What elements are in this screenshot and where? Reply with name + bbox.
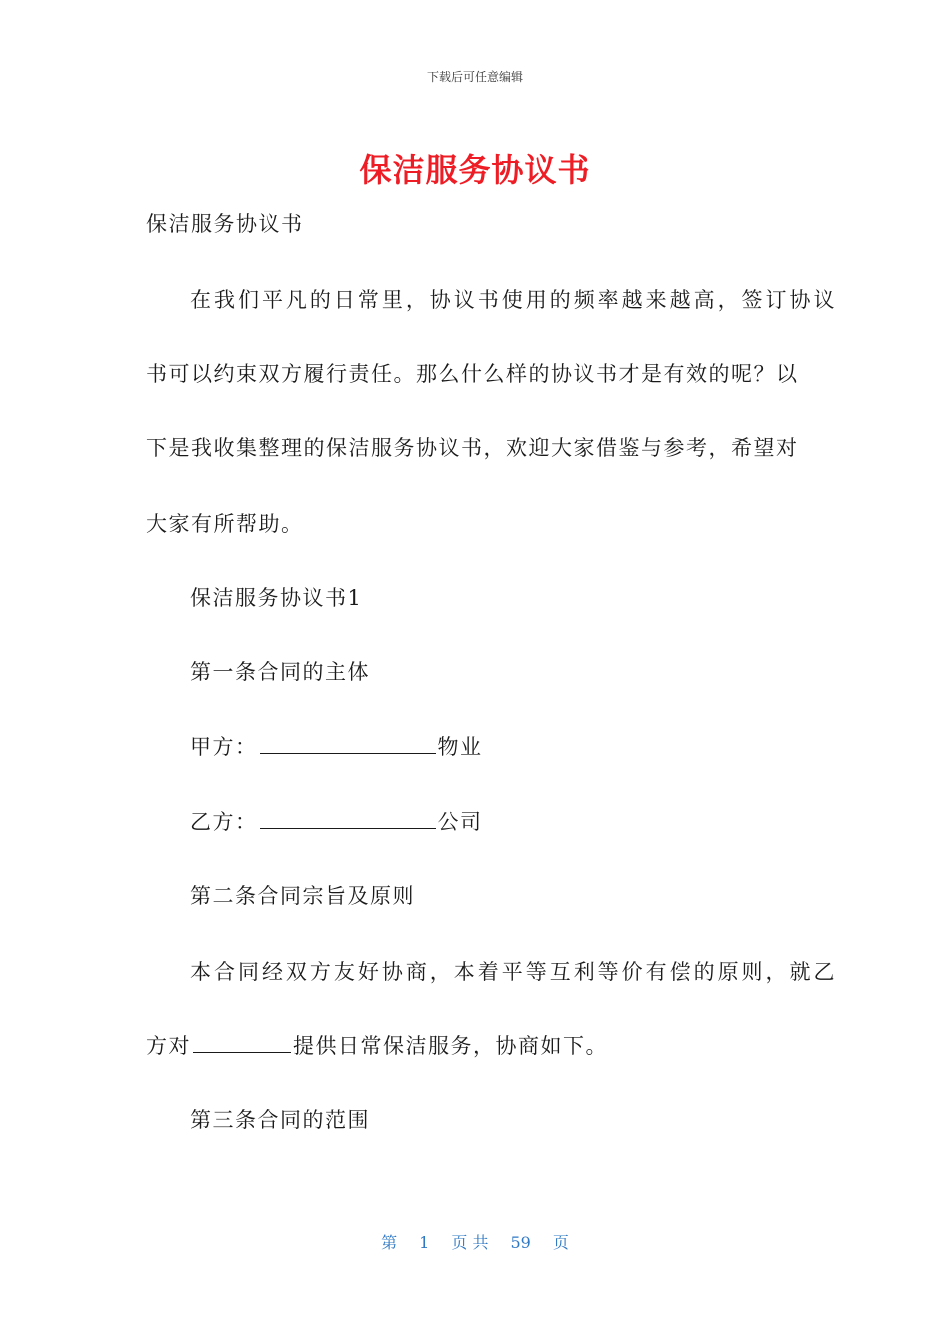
intro-line-4: 大家有所帮助。 <box>146 512 304 536</box>
article-1-heading: 第一条合同的主体 <box>190 660 370 684</box>
document-subtitle: 保洁服务协议书 <box>146 212 304 236</box>
party-b-label: 乙方： <box>190 810 258 834</box>
article-2-blank <box>193 1032 291 1053</box>
intro-line-3: 下是我收集整理的保洁服务协议书，欢迎大家借鉴与参考，希望对 <box>146 436 799 460</box>
article-2-line-2 <box>146 1030 806 1060</box>
article-3-heading: 第三条合同的范围 <box>190 1108 370 1132</box>
party-a-suffix: 物业 <box>437 735 483 759</box>
footer-total-pages: 59 <box>510 1233 531 1252</box>
party-b-suffix: 公司 <box>437 810 483 834</box>
document-title: 保洁服务协议书 <box>359 151 591 189</box>
footer-page-mid: 页 共 <box>451 1233 489 1252</box>
article-2-heading: 第二条合同宗旨及原则 <box>190 884 415 908</box>
article-2-line-2-suffix: 提供日常保洁服务，协商如下。 <box>293 1034 608 1058</box>
party-a-label: 甲方： <box>190 735 258 759</box>
party-a-blank <box>260 733 436 754</box>
footer-page-label: 第 <box>381 1233 398 1252</box>
page-footer <box>0 1230 950 1253</box>
intro-line-2: 书可以约束双方履行责任。那么什么样的协议书才是有效的呢？以 <box>146 362 799 386</box>
article-2-line-1: 本合同经双方友好协商，本着平等互利等价有偿的原则，就乙 <box>190 960 836 984</box>
party-a-line <box>190 731 850 761</box>
article-2-line-2-prefix: 方对 <box>146 1034 191 1058</box>
party-b-blank <box>260 808 436 829</box>
intro-line-1: 在我们平凡的日常里，协议书使用的频率越来越高，签订协议 <box>190 288 836 312</box>
party-b-line <box>190 806 850 836</box>
header-note: 下载后可任意编辑 <box>426 70 523 84</box>
footer-page-number: 1 <box>419 1233 430 1252</box>
section-title: 保洁服务协议书1 <box>190 586 363 610</box>
footer-page-end: 页 <box>552 1233 569 1252</box>
